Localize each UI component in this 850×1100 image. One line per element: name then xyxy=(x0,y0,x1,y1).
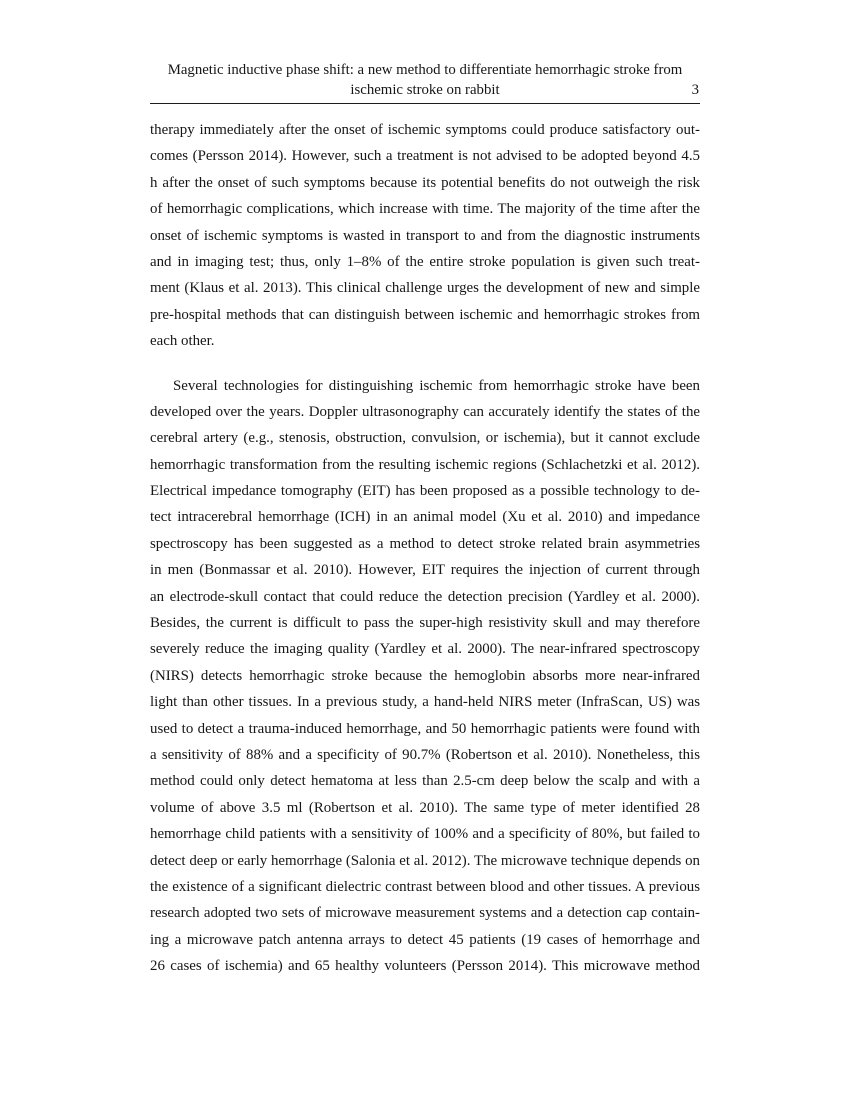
text-line: therapy immediately after the onset of ischemic symptoms could produce satisfactory out- xyxy=(150,122,700,138)
text-line: 26 cases of ischemia) and 65 healthy volunteers (Persson 2014). This microwave method xyxy=(150,958,700,975)
page-number: 3 xyxy=(691,81,699,98)
text-line: method could only detect hematoma at less than 2.5-cm deep below the scalp and with a xyxy=(150,773,700,790)
text-line: in men (Bonmassar et al. 2010). However, EIT requires the injection of current through xyxy=(150,562,700,579)
text-line: of hemorrhagic complications, which increase with time. The majority of the time after the xyxy=(150,201,700,218)
text-line: comes (Persson 2014). However, such a treatment is not advised to be adopted beyond 4.5 xyxy=(150,148,700,165)
paragraph xyxy=(150,117,700,355)
text-line: Several technologies for distinguishing ischemic from hemorrhagic stroke have been xyxy=(173,377,700,394)
text-line: developed over the years. Doppler ultrasonography can accurately identify the states of the xyxy=(150,403,700,420)
running-title-line2: ischemic stroke on rabbit xyxy=(350,81,500,98)
text-line: Besides, the current is difficult to pass the super-high resistivity skull and may therefore xyxy=(150,615,700,632)
text-line: severely reduce the imaging quality (Yardley et al. 2000). The near-infrared spectroscopy xyxy=(150,641,700,658)
body-text xyxy=(150,117,700,980)
text-line: spectroscopy has been suggested as a method to detect stroke related brain asymmetries xyxy=(150,535,700,552)
text-line: detect deep or early hemorrhage (Salonia et al. 2012). The microwave technique depends on xyxy=(150,852,700,869)
text-line: onset of ischemic symptoms is wasted in transport to and from the diagnostic instruments xyxy=(150,227,700,244)
text-line: light than other tissues. In a previous study, a hand-held NIRS meter (InfraScan, US) was xyxy=(150,694,700,711)
text-line: ing a microwave patch antenna arrays to detect 45 patients (19 cases of hemorrhage and xyxy=(150,931,700,948)
text-line: cerebral artery (e.g., stenosis, obstruction, convulsion, or ischemia), but it cannot exclude xyxy=(150,430,700,447)
text-line: h after the onset of such symptoms because its potential benefits do not outweigh the risk xyxy=(150,174,700,191)
text-line: and in imaging test; thus, only 1–8% of the entire stroke population is given such treat- xyxy=(150,253,700,270)
paragraph xyxy=(150,373,700,980)
running-header-line2 xyxy=(150,81,700,101)
text-line: the existence of a significant dielectric contrast between blood and other tissues. A previous xyxy=(150,878,700,895)
text-line: each other. xyxy=(150,333,215,350)
text-line: pre-hospital methods that can distinguish between ischemic and hemorrhagic strokes from xyxy=(150,306,700,323)
text-line: research adopted two sets of microwave measurement systems and a detection cap contain- xyxy=(150,905,700,922)
text-line: Electrical impedance tomography (EIT) has been proposed as a possible technology to de- xyxy=(150,483,700,500)
running-header xyxy=(150,61,700,104)
text-column xyxy=(150,61,700,980)
text-line: ment (Klaus et al. 2013). This clinical challenge urges the development of new and simple xyxy=(150,280,700,297)
text-line: tect intracerebral hemorrhage (ICH) in an animal model (Xu et al. 2010) and impedance xyxy=(150,509,700,526)
text-line: an electrode-skull contact that could reduce the detection precision (Yardley et al. 2000). xyxy=(150,588,700,605)
text-line: volume of above 3.5 ml (Robertson et al. 2010). The same type of meter identified 28 xyxy=(150,799,700,816)
text-line: used to detect a trauma-induced hemorrhage, and 50 hemorrhagic patients were found with xyxy=(150,720,700,737)
text-line: a sensitivity of 88% and a specificity of 90.7% (Robertson et al. 2010). Nonetheless, this xyxy=(150,746,700,763)
text-line: hemorrhage child patients with a sensitivity of 100% and a specificity of 80%, but failed to xyxy=(150,826,700,843)
text-line: hemorrhagic transformation from the resulting ischemic regions (Schlachetzki et al. 2012). xyxy=(150,456,700,473)
text-line: (NIRS) detects hemorrhagic stroke because the hemoglobin absorbs more near-infrared xyxy=(150,667,700,684)
header-rule xyxy=(150,103,700,104)
running-title-line1: Magnetic inductive phase shift: a new method to differentiate hemorrhagic stroke from xyxy=(167,62,683,78)
